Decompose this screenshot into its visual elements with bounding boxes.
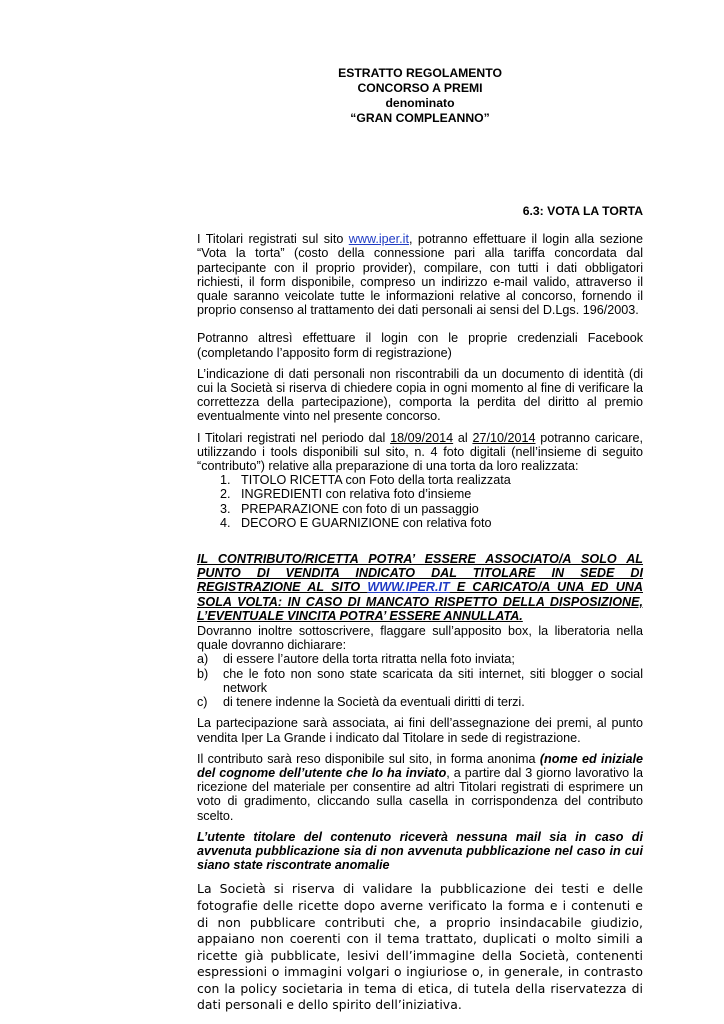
- list-letter: a): [197, 652, 209, 667]
- list-item: 3. PREPARAZIONE con foto di un passaggio: [234, 502, 643, 516]
- p7-post: , a partire dal 3 giorno lavorativo la ricezione del materiale per consentire ad altri Titolari registrati di esprimere un voto di gradimento, cliccando sulla casella in corrispondenza del contributo scelto.: [197, 765, 643, 823]
- photo-steps-list: [197, 473, 643, 530]
- paragraph-identity: L’indicazione di dati personali non riscontrabili da un documento di identità (di cui la Società si riserva di chiedere copia in ogni momento al fine di verificare la correttezza della partecipazione), comporta la perdita del diritto al premio eventualmente vinto nel presente concorso.: [197, 366, 643, 424]
- paragraph-facebook-login: Potranno altresì effettuare il login con le proprie credenziali Facebook (completando l’apposito form di registrazione): [197, 331, 643, 360]
- p7-pre: Il contributo sarà reso disponibile sul sito, in forma anonima: [197, 751, 540, 766]
- section-title: 6.3: VOTA LA TORTA: [522, 204, 643, 218]
- list-item: 2. INGREDIENTI con relativa foto d’insieme: [234, 487, 643, 501]
- list-item: [197, 667, 643, 695]
- paragraph-publication: [197, 752, 643, 823]
- paragraph-registration: [197, 232, 643, 317]
- document-header: [197, 66, 643, 126]
- warning-post: E CARICATO/A UNA ED UNA SOLA VOLTA: IN CASO DI MANCATO RISPETTO DELLA DISPOSIZIONE, L’EVENTUALE VINCITA POTRA’ ESSERE ANNULLATA.: [197, 580, 643, 623]
- paragraph-no-mail: L’utente titolare del contenuto riceverà nessuna mail sia in caso di avvenuta pubblicazione sia di non avvenuta pubblicazione nel caso in cui siano state riscontrate anomalie: [197, 829, 643, 873]
- paragraph-validation: La Società si riserva di validare la pubblicazione dei testi e delle fotografie delle ricette dopo averne verificato la forma e i contenuti e di non pubblicare contributi che, a proprio insindacabile giudizio, appaiano non coerenti con il tema trattato, duplicati o molto simili a ricette già pubblicate, lesivi dell’immagine della Società, contenenti espressioni o immagini volgari o ingiuriose o, in generale, in contrasto con la policy societaria in tema di etica, di tutela della riservatezza di dati personali e dello spirito dell’iniziativa.: [197, 881, 643, 1013]
- list-item: [197, 695, 643, 709]
- warning-paragraph: [197, 552, 643, 623]
- header-line-3: denominato: [385, 96, 455, 110]
- iper-site-link-caps[interactable]: WWW.IPER.IT: [367, 580, 450, 595]
- paragraph-store-association: La partecipazione sarà associata, ai fini dell’assegnazione dei premi, al punto vendita Iper La Grande i indicato dal Titolare in sede di registrazione.: [197, 716, 643, 745]
- header-line-4: “GRAN COMPLEANNO”: [350, 111, 490, 125]
- list-item: 1. TITOLO RICETTA con Foto della torta realizzata: [234, 473, 643, 487]
- end-date: 27/10/2014: [472, 430, 536, 445]
- p1-pre: I Titolari registrati sul sito: [197, 232, 349, 247]
- list-text: di essere l’autore della torta ritratta nella foto inviata;: [223, 652, 515, 667]
- start-date: 18/09/2014: [390, 430, 454, 445]
- header-line-2: CONCORSO A PREMI: [357, 81, 483, 95]
- p4-pre: I Titolari registrati nel periodo dal: [197, 430, 391, 445]
- paragraph-upload-period: [197, 431, 643, 474]
- document-page: [197, 66, 643, 1014]
- list-letter: c): [197, 695, 208, 710]
- paragraph-release: Dovranno inoltre sottoscrivere, flaggare sull’apposito box, la liberatoria nella quale dovranno dichiarare:: [197, 624, 643, 653]
- list-text: che le foto non sono state scaricata da siti internet, siti blogger o social network: [223, 666, 643, 695]
- iper-site-link[interactable]: www.iper.it: [348, 232, 409, 247]
- list-text: di tenere indenne la Società da eventuali diritti di terzi.: [223, 695, 525, 710]
- p4-post: potranno caricare, utilizzando i tools disponibili sul sito, n. 4 foto digitali (nell’insieme di seguito “contributo”) relative alla preparazione di una torta da loro realizzata:: [197, 430, 643, 474]
- header-line-1: ESTRATTO REGOLAMENTO: [338, 66, 502, 80]
- p1-post: , potranno effettuare il login alla sezione “Vota la torta” (costo della connessione pari alla tariffa concordata dal partecipante con il proprio provider), compilare, con tutti i dati obbligatori richiesti, il form disponibile, compreso un indirizzo e-mail valido, attraverso il quale saranno veicolate tutte le informazioni relative al concorso, fornendo il proprio consenso al trattamento dei dati personali ai sensi del D.Lgs. 196/2003.: [197, 232, 643, 318]
- list-letter: b): [197, 666, 209, 681]
- declarations-list: [197, 652, 643, 709]
- p4-mid: al: [453, 430, 473, 445]
- warning-pre: IL CONTRIBUTO/RICETTA POTRA’ ESSERE ASSOCIATO/A SOLO AL PUNTO DI VENDITA INDICATO DAL TITOLARE IN SEDE DI REGISTRAZIONE AL SITO: [197, 552, 643, 595]
- list-item: 4. DECORO E GUARNIZIONE con relativa foto: [234, 516, 643, 530]
- p7-anonymous-note: (nome ed iniziale del cognome dell’utente che lo ha inviato: [197, 751, 643, 780]
- list-item: [197, 652, 643, 666]
